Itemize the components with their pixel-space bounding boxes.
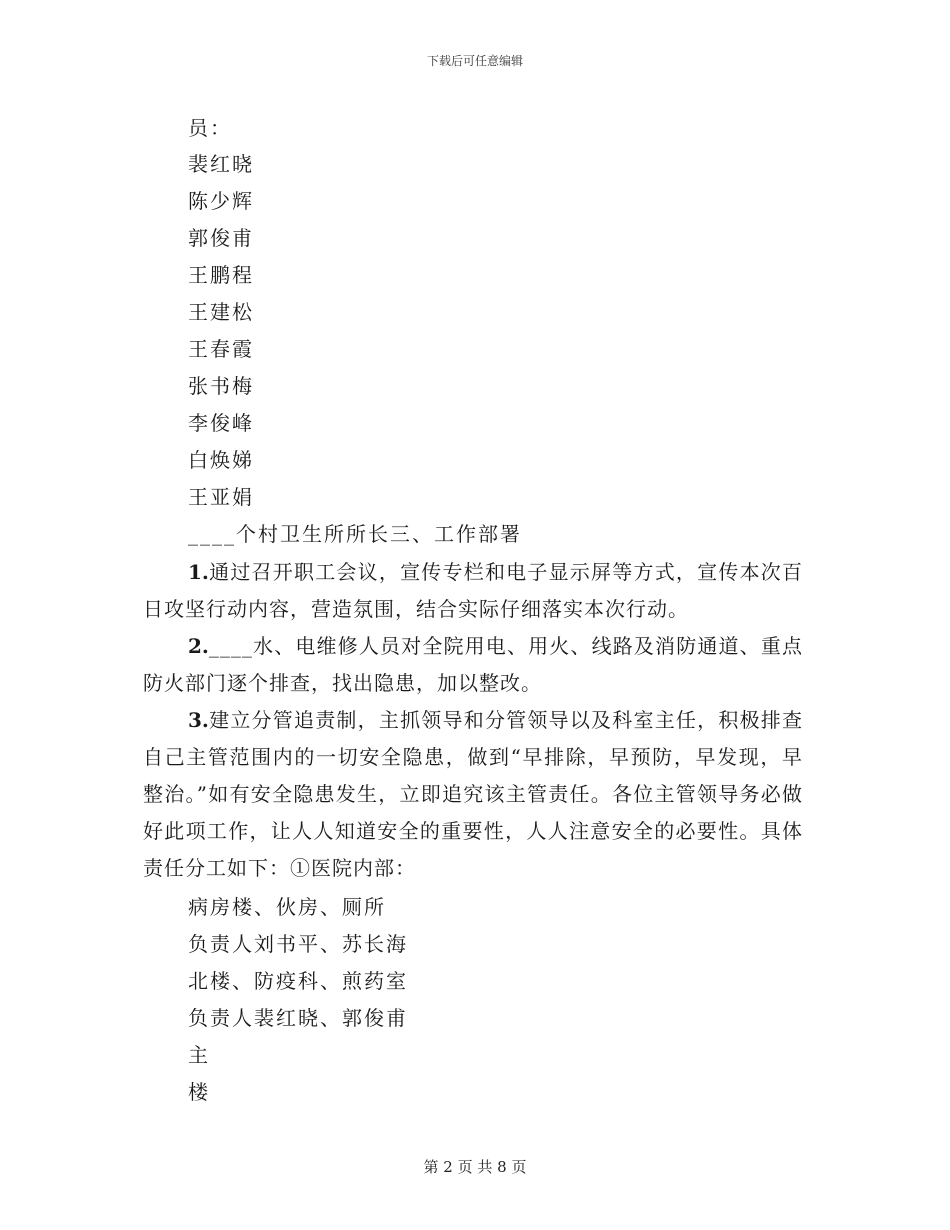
list-item: 白焕娣: [188, 448, 254, 472]
list-item: 员：: [188, 116, 232, 140]
list-item: 陈少辉: [188, 189, 254, 213]
list-item: 主: [188, 1043, 210, 1067]
list-item: 北楼、防疫科、煎药室: [188, 969, 408, 993]
list-item: 李俊峰: [188, 411, 254, 435]
list-item: 裴红晓: [188, 152, 254, 176]
paragraph-text: 建立分管追责制，主抓领导和分管领导以及科室主任，积极排查自己主管范围内的一切安全隐患，做到“早排除，早预防，早发现，早整治。”如有安全隐患发生，立即追究该主管责任。各位主管领导务必做好此项工作，让人人知道安全的重要性，人人注意安全的必要性。具体责任分工如下：①医院内部：: [143, 708, 803, 880]
section-heading-line: ____个村卫生所所长三、工作部署: [188, 522, 522, 546]
list-item: 病房楼、伙房、厕所: [188, 895, 386, 919]
paragraph-text: 通过召开职工会议，宣传专栏和电子显示屏等方式，宣传本次百日攻坚行动内容，营造氛围，结合实际仔细落实本次行动。: [143, 560, 803, 621]
list-item: 楼: [188, 1080, 210, 1104]
list-item: 郭俊甫: [188, 226, 254, 250]
list-item: 王春霞: [188, 337, 254, 361]
paragraph-number: 2.: [188, 634, 209, 658]
paragraph-number: 3.: [188, 708, 209, 732]
page-header: 下载后可任意编辑: [426, 54, 523, 68]
list-item: 王建松: [188, 300, 254, 324]
paragraph-3: [143, 702, 803, 887]
list-item: 负责人裴红晓、郭俊甫: [188, 1006, 408, 1030]
list-item: 王亚娟: [188, 485, 254, 509]
list-item: 王鹏程: [188, 263, 254, 287]
page-footer: 第 2 页 共 8 页: [423, 1158, 527, 1176]
list-item: 负责人刘书平、苏长海: [188, 932, 408, 956]
paragraph-1: [143, 554, 803, 628]
paragraph-number: 1.: [188, 560, 209, 584]
list-item: 张书梅: [188, 374, 254, 398]
paragraph-2: [143, 628, 803, 702]
paragraph-text: ____水、电维修人员对全院用电、用火、线路及消防通道、重点防火部门逐个排查，找出隐患，加以整改。: [143, 634, 803, 695]
